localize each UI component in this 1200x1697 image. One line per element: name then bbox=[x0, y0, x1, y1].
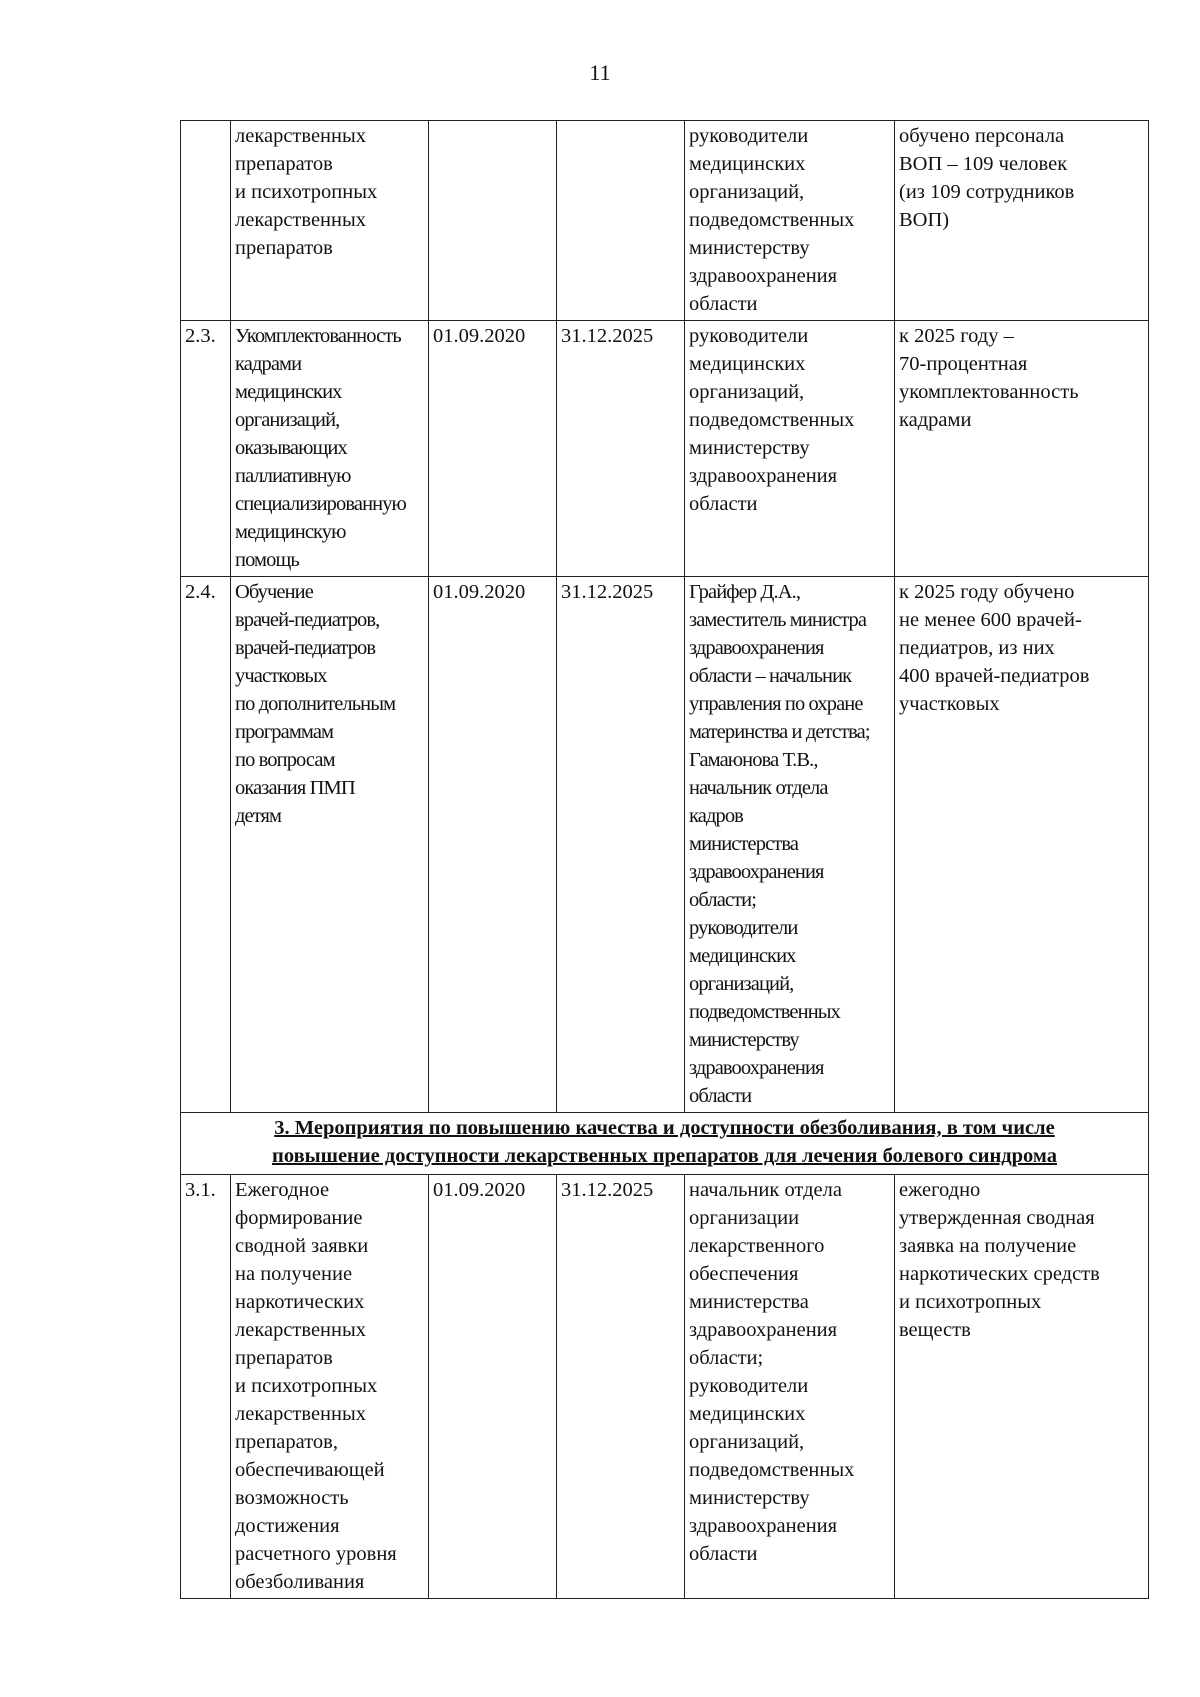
start-date-cell: 01.09.2020 bbox=[429, 321, 557, 577]
event-cell: Обучение врачей-педиатров, врачей-педиатров участковых по дополнительным программам по вопросам оказания ПМП детям bbox=[231, 577, 429, 1113]
end-date-cell: 31.12.2025 bbox=[557, 1175, 685, 1599]
event-cell: лекарственных препаратов и психотропных лекарственных препаратов bbox=[231, 121, 429, 321]
start-date-cell bbox=[429, 121, 557, 321]
table-row bbox=[181, 1175, 1149, 1599]
table-row bbox=[181, 121, 1149, 321]
row-number bbox=[181, 121, 231, 321]
row-number: 3.1. bbox=[181, 1175, 231, 1599]
start-date-cell: 01.09.2020 bbox=[429, 577, 557, 1113]
responsible-cell: начальник отдела организации лекарственного обеспечения министерства здравоохранения области; руководители медицинских организаций, подведомственных министерству здравоохранения области bbox=[685, 1175, 895, 1599]
section-header-row bbox=[181, 1113, 1149, 1175]
start-date-cell: 01.09.2020 bbox=[429, 1175, 557, 1599]
result-cell: ежегодно утвержденная сводная заявка на получение наркотических средств и психотропных веществ bbox=[895, 1175, 1149, 1599]
responsible-cell: руководители медицинских организаций, подведомственных министерству здравоохранения области bbox=[685, 321, 895, 577]
end-date-cell: 31.12.2025 bbox=[557, 321, 685, 577]
action-plan-table bbox=[180, 120, 1149, 1599]
event-cell: Укомплектованность кадрами медицинских организаций, оказывающих паллиативную специализированную медицинскую помощь bbox=[231, 321, 429, 577]
page-number: 11 bbox=[589, 60, 611, 85]
result-cell: к 2025 году обучено не менее 600 врачей- педиатров, из них 400 врачей-педиатров участковых bbox=[895, 577, 1149, 1113]
event-cell: Ежегодное формирование сводной заявки на получение наркотических лекарственных препаратов и психотропных лекарственных препаратов, обеспечивающей возможность достижения расчетного уровня обезболивания bbox=[231, 1175, 429, 1599]
table-row bbox=[181, 321, 1149, 577]
result-cell: к 2025 году – 70-процентная укомплектованность кадрами bbox=[895, 321, 1149, 577]
end-date-cell: 31.12.2025 bbox=[557, 577, 685, 1113]
section-title-text: 3. Мероприятия по повышению качества и доступности обезболивания, в том числе повышение доступности лекарственных препаратов для лечения болевого синдрома bbox=[272, 1117, 1057, 1167]
row-number: 2.4. bbox=[181, 577, 231, 1113]
responsible-cell: Грайфер Д.А., заместитель министра здравоохранения области – начальник управления по охране материнства и детства; Гамаюнова Т.В., начальник отдела кадров министерства здравоохранения области; руководители медицинских организаций, подведомственных министерству здравоохранения области bbox=[685, 577, 895, 1113]
result-cell: обучено персонала ВОП – 109 человек (из 109 сотрудников ВОП) bbox=[895, 121, 1149, 321]
end-date-cell bbox=[557, 121, 685, 321]
row-number: 2.3. bbox=[181, 321, 231, 577]
responsible-cell: руководители медицинских организаций, подведомственных министерству здравоохранения области bbox=[685, 121, 895, 321]
table-row bbox=[181, 577, 1149, 1113]
section-title bbox=[181, 1113, 1149, 1175]
